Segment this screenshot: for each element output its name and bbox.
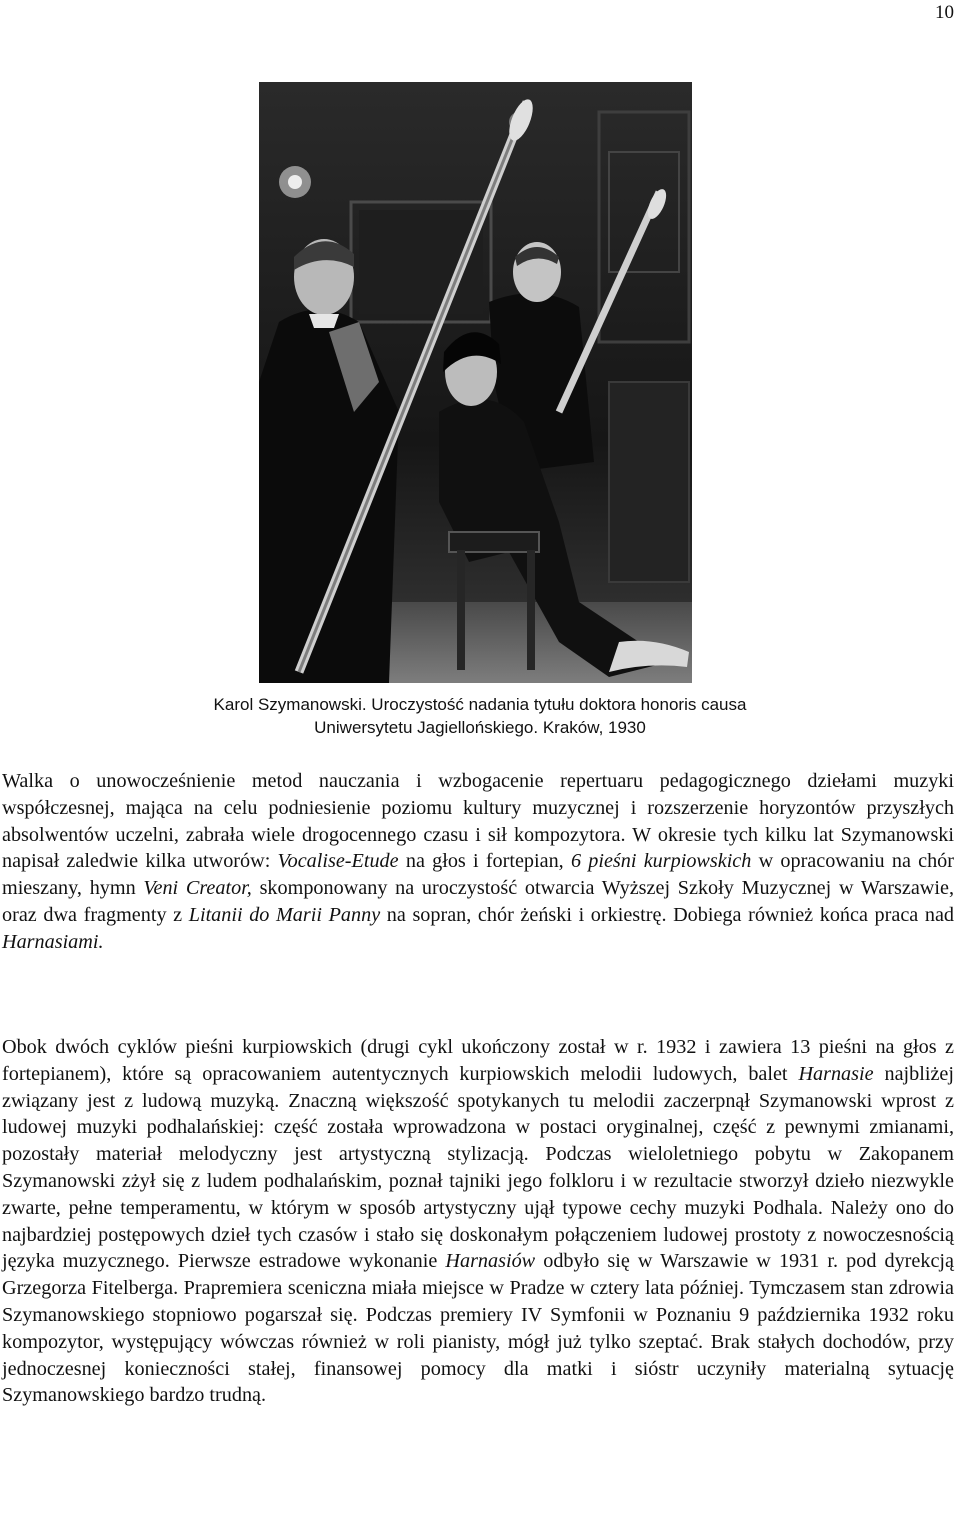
paragraph-1-text-c: w opracowaniu na chór mieszany, hymn bbox=[2, 850, 954, 900]
work-title-veni-creator: Veni Creator, bbox=[143, 877, 252, 900]
paragraph-1-text-e: na sopran, chór żeński i orkiestrę. Dobiega również końca praca nad bbox=[380, 903, 954, 926]
work-title-litanii: Litanii do Marii Panny bbox=[188, 903, 381, 926]
work-title-harnasiow: Harnasiów bbox=[445, 1250, 536, 1273]
paragraph-1-text-d: skomponowany na uroczystość otwarcia Wyższej Szkoły Muzycznej w Warszawie, oraz dwa fragmenty z bbox=[2, 877, 954, 926]
page-number: 10 bbox=[935, 2, 954, 23]
work-title-harnasie: Harnasie bbox=[798, 1062, 874, 1085]
paragraph-2-text-b: najbliżej związany jest z ludową muzyką. Znaczną większość spotykanych tu melodii zaczerpnął Szymanowski wprost z ludowej muzyki podhalańskiej: część została wprowadzona w postaci oryginalnej, część z pewnymi zmianami, pozostały materiał melodyczny jest artystyczną stylizacją. Podczas wieloletniego pobytu w Zakopanem Szymanowski zżył się z ludem podhalańskim, poznał tajniki jego folkloru i w rezultacie stworzył dzieło niezwykle zwarte, pełne temperamentu, w którym w sposób artystyczny ujął typowe cechy muzyki Podhala. Należy ono do najbardziej postępowych dzieł tych czasów i stało się doskonałym połączeniem ludowej prostoty z nowoczesnością języka muzycznego. Pierwsze estradowe wykonanie bbox=[2, 1062, 954, 1273]
paragraph-1-text-b: na głos i fortepian, bbox=[398, 850, 571, 873]
photograph-icon bbox=[259, 82, 692, 683]
paragraph-2-text-a: Obok dwóch cyklów pieśni kurpiowskich (drugi cykl ukończony został w r. 1932 i zawiera 13 pieśni na głos z fortepianem), które są opracowaniem autentycznych kurpiowskich melodii ludowych, balet bbox=[2, 1036, 954, 1085]
photo-caption bbox=[0, 693, 960, 739]
photograph bbox=[259, 82, 692, 683]
work-title-vocalise-etude: Vocalise-Etude bbox=[277, 850, 399, 873]
caption-line-1: Karol Szymanowski. Uroczystość nadania tytułu doktora honoris causa bbox=[213, 695, 747, 714]
paragraph-1 bbox=[2, 768, 954, 956]
paragraph-1-text-a: Walka o unowocześnienie metod nauczania i wzbogacenie repertuaru pedagogicznego dziełami muzyki współczesnej, mająca na celu podniesienie poziomu kultury muzycznej i rozszerzenie horyzontów przyszłych absolwentów uczelni, zabrała wiele drogocennego czasu i sił kompozytora. W okresie tych kilku lat Szymanowski napisał zaledwie kilka utworów: bbox=[2, 770, 954, 873]
paragraph-2-text-c: odbyło się w Warszawie w 1931 r. pod dyrekcją Grzegorza Fitelberga. Prapremiera sceniczna miała miejsce w Pradze w cztery lata później. Tymczasem stan zdrowia Szymanowskiego stopniowo pogarszał się. Podczas premiery IV Symfonii w Poznaniu 9 października 1932 roku kompozytor, występujący wówczas również w roli pianisty, mógł już tylko szeptać. Brak stałych dochodów, przy jednoczesnej konieczności stałej, finansowej pomocy dla matki i sióstr uczyniły materialną sytuację Szymanowskiego bardzo trudną. bbox=[2, 1250, 954, 1407]
caption-line-2: Uniwersytetu Jagiellońskiego. Kraków, 1930 bbox=[314, 718, 646, 737]
work-title-harnasiami: Harnasiami. bbox=[2, 930, 104, 953]
work-title-6-piesni: 6 pieśni kurpiowskich bbox=[570, 850, 752, 873]
paragraph-2 bbox=[2, 1034, 954, 1409]
